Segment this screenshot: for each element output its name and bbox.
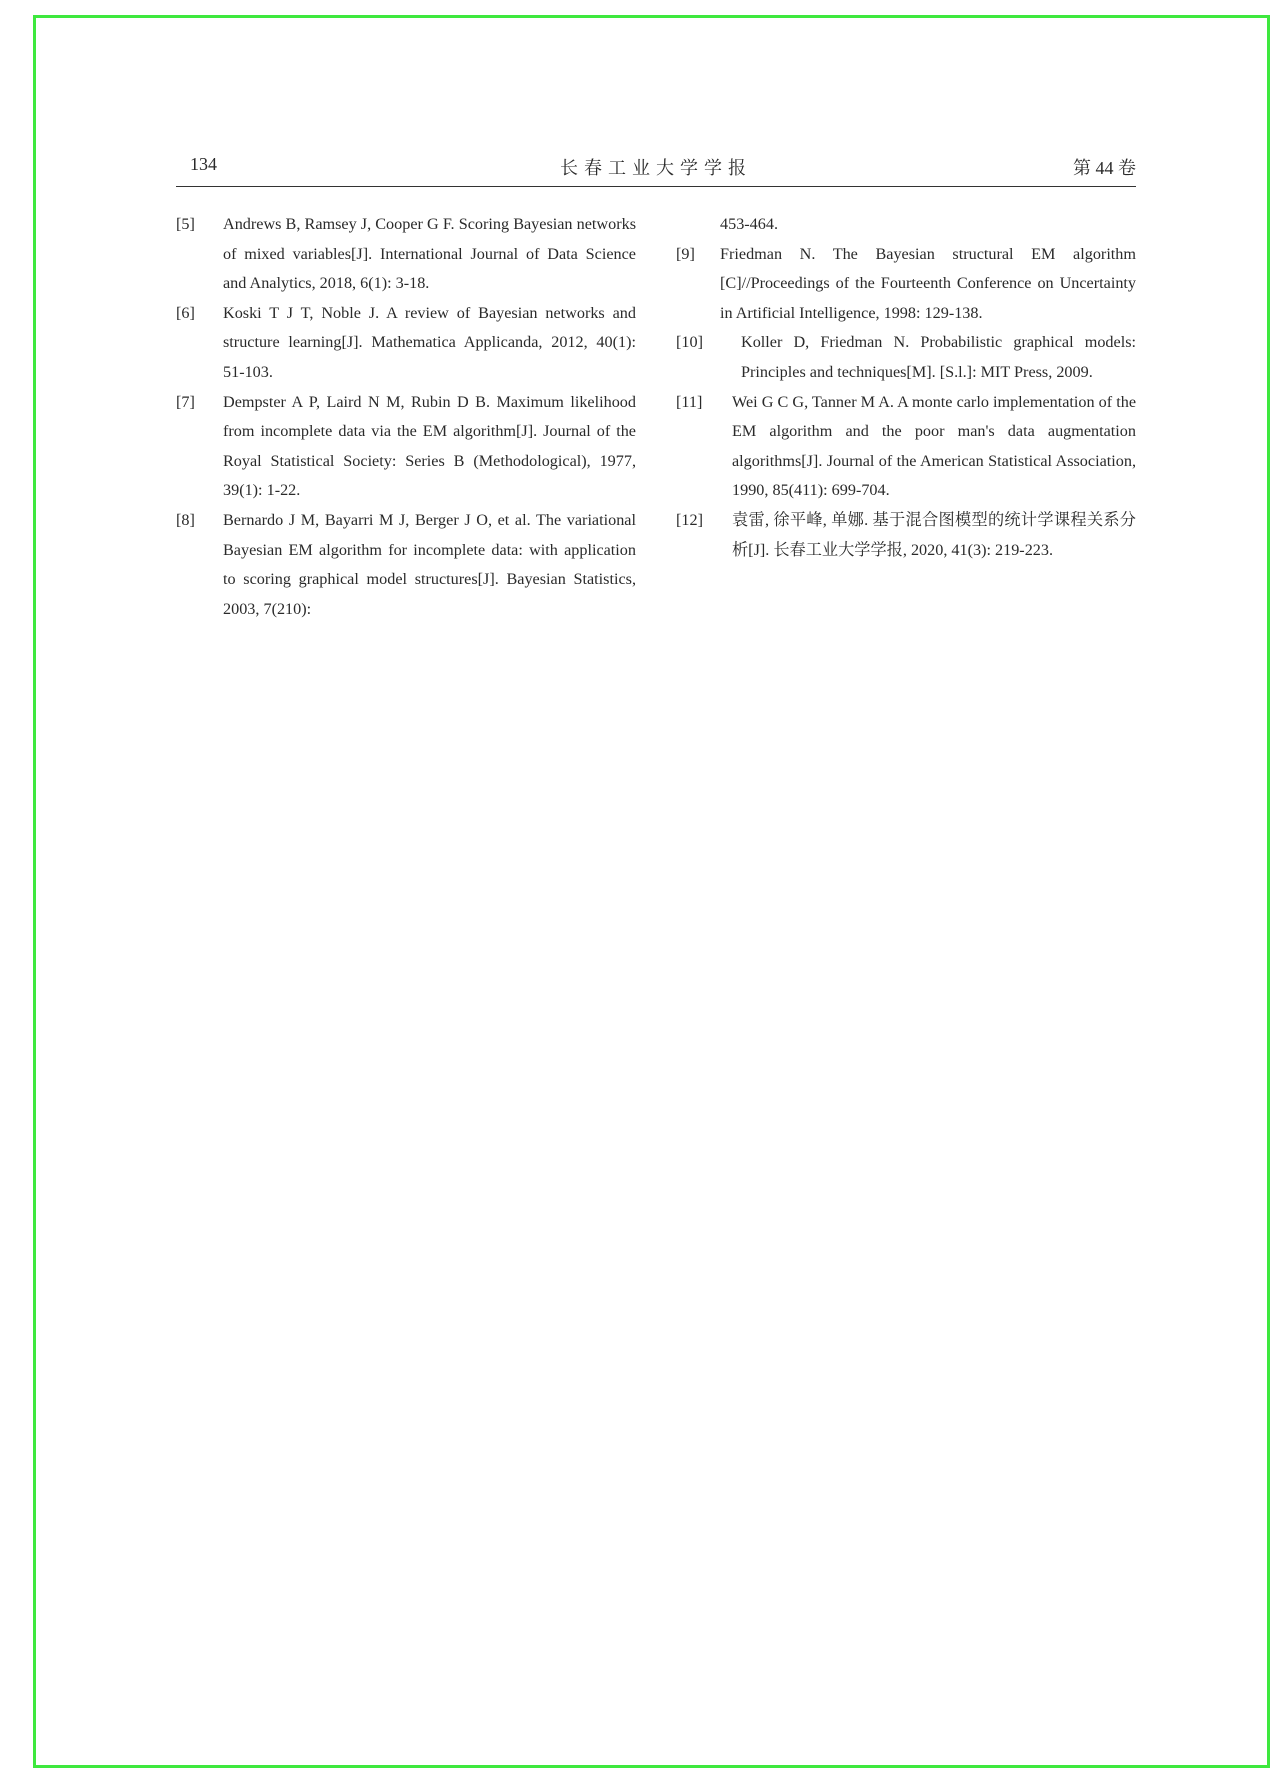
reference-continuation — [676, 210, 1136, 240]
reference-item — [176, 388, 636, 506]
reference-item — [676, 328, 1136, 387]
reference-number: [8] — [176, 510, 195, 529]
reference-text: Wei G C G, Tanner M A. A monte carlo implementation of the EM algorithm and the poor man's data augmentation algorithms[J]. Journal of the American Statistical Association, 1990, 85(411): 699-704. — [732, 392, 1136, 500]
reference-number: [7] — [176, 392, 195, 411]
reference-text: 453-464. — [720, 215, 778, 233]
reference-item — [676, 388, 1136, 506]
reference-text: Koski T J T, Noble J. A review of Bayesian networks and structure learning[J]. Mathematica Applicanda, 2012, 40(1): 51-103. — [223, 303, 636, 381]
reference-number: [9] — [676, 244, 695, 263]
reference-number: [10] — [676, 333, 703, 352]
page-number: 134 — [190, 154, 217, 174]
reference-text: Bernardo J M, Bayarri M J, Berger J O, et al. The variational Bayesian EM algorithm for incomplete data: with application to scoring graphical model structures[J]. Bayesian Statistics, 2003, 7(210): — [223, 510, 636, 618]
reference-item — [176, 210, 636, 299]
reference-number: [6] — [176, 303, 195, 322]
reference-number: [12] — [676, 510, 703, 529]
volume-label: 第 44 卷 — [1073, 158, 1136, 178]
reference-item — [676, 240, 1136, 329]
journal-title: 长春工业大学学报 — [560, 158, 752, 178]
reference-text: Dempster A P, Laird N M, Rubin D B. Maximum likelihood from incomplete data via the EM algorithm[J]. Journal of the Royal Statistical Society: Series B (Methodological), 1977, 39(1): 1-22. — [223, 392, 636, 500]
reference-text: Andrews B, Ramsey J, Cooper G F. Scoring Bayesian networks of mixed variables[J]. International Journal of Data Science and Analytics, 2018, 6(1): 3-18. — [223, 215, 636, 293]
reference-item — [676, 506, 1136, 565]
reference-text: Koller D, Friedman N. Probabilistic graphical models: Principles and techniques[M]. [S.l.]: MIT Press, 2009. — [741, 333, 1136, 381]
running-header — [176, 152, 1136, 187]
references-left-column — [176, 210, 636, 624]
references-right-column — [676, 210, 1136, 565]
reference-text: 袁雷, 徐平峰, 单娜. 基于混合图模型的统计学课程关系分析[J]. 长春工业大学学报, 2020, 41(3): 219-223. — [732, 510, 1136, 559]
reference-text: Friedman N. The Bayesian structural EM algorithm [C]//Proceedings of the Fourteenth Conference on Uncertainty in Artificial Intelligence, 1998: 129-138. — [720, 244, 1136, 322]
reference-item — [176, 299, 636, 388]
reference-number: [5] — [176, 215, 195, 233]
reference-number: [11] — [676, 392, 703, 411]
reference-item — [176, 506, 636, 624]
